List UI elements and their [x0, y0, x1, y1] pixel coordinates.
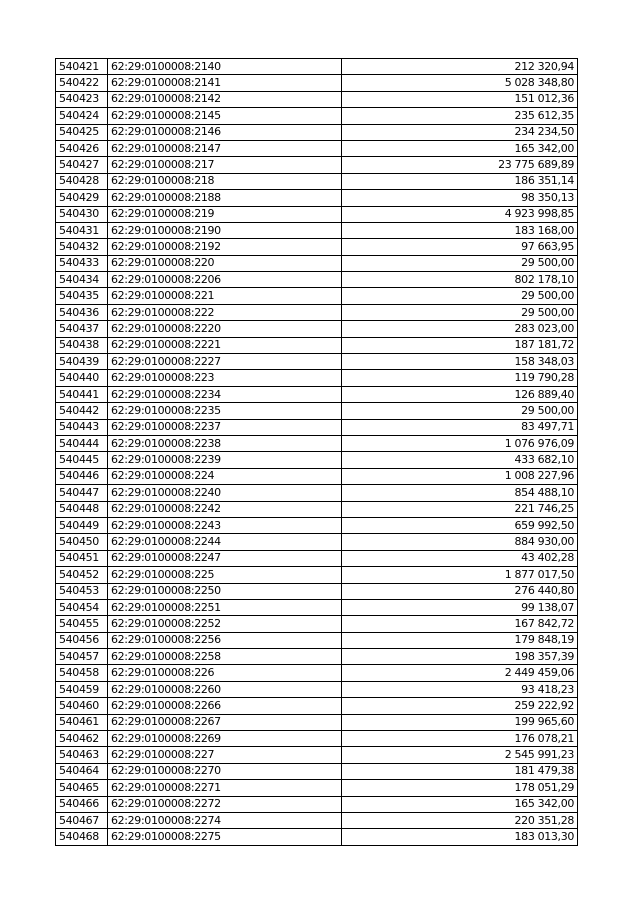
table-row — [56, 698, 578, 714]
cadastral-value-cell: 221 746,25 — [342, 501, 578, 517]
row-number-cell: 540446 — [56, 468, 108, 484]
cadastral-value-cell: 179 848,19 — [342, 632, 578, 648]
row-number-cell: 540451 — [56, 550, 108, 566]
cadastral-number-cell: 62:29:0100008:2267 — [108, 714, 342, 730]
cadastral-value-cell: 2 545 991,23 — [342, 747, 578, 763]
cadastral-number-cell: 62:29:0100008:2146 — [108, 124, 342, 140]
table-row — [56, 452, 578, 468]
cadastral-number-cell: 62:29:0100008:224 — [108, 468, 342, 484]
cadastral-value-cell: 884 930,00 — [342, 534, 578, 550]
cadastral-number-cell: 62:29:0100008:227 — [108, 747, 342, 763]
row-number-cell: 540436 — [56, 304, 108, 320]
cadastral-number-cell: 62:29:0100008:2271 — [108, 780, 342, 796]
cadastral-number-cell: 62:29:0100008:2227 — [108, 354, 342, 370]
row-number-cell: 540468 — [56, 829, 108, 845]
cadastral-number-cell: 62:29:0100008:2256 — [108, 632, 342, 648]
row-number-cell: 540443 — [56, 419, 108, 435]
cadastral-value-cell: 29 500,00 — [342, 288, 578, 304]
row-number-cell: 540458 — [56, 665, 108, 681]
table-row — [56, 321, 578, 337]
row-number-cell: 540459 — [56, 681, 108, 697]
row-number-cell: 540462 — [56, 731, 108, 747]
cadastral-number-cell: 62:29:0100008:217 — [108, 157, 342, 173]
cadastral-number-cell: 62:29:0100008:2274 — [108, 812, 342, 828]
table-row — [56, 75, 578, 91]
cadastral-number-cell: 62:29:0100008:2190 — [108, 222, 342, 238]
table-row — [56, 337, 578, 353]
row-number-cell: 540425 — [56, 124, 108, 140]
row-number-cell: 540463 — [56, 747, 108, 763]
cadastral-value-cell: 43 402,28 — [342, 550, 578, 566]
table-row — [56, 681, 578, 697]
cadastral-number-cell: 62:29:0100008:2206 — [108, 272, 342, 288]
cadastral-number-cell: 62:29:0100008:2243 — [108, 517, 342, 533]
cadastral-number-cell: 62:29:0100008:222 — [108, 304, 342, 320]
row-number-cell: 540447 — [56, 485, 108, 501]
row-number-cell: 540450 — [56, 534, 108, 550]
row-number-cell: 540434 — [56, 272, 108, 288]
table-row — [56, 419, 578, 435]
cadastral-number-cell: 62:29:0100008:2266 — [108, 698, 342, 714]
table-row — [56, 386, 578, 402]
cadastral-number-cell: 62:29:0100008:2260 — [108, 681, 342, 697]
row-number-cell: 540453 — [56, 583, 108, 599]
cadastral-value-cell: 802 178,10 — [342, 272, 578, 288]
table-row — [56, 616, 578, 632]
row-number-cell: 540435 — [56, 288, 108, 304]
row-number-cell: 540466 — [56, 796, 108, 812]
cadastral-number-cell: 62:29:0100008:2251 — [108, 599, 342, 615]
table-row — [56, 583, 578, 599]
cadastral-number-cell: 62:29:0100008:2252 — [108, 616, 342, 632]
row-number-cell: 540467 — [56, 812, 108, 828]
cadastral-number-cell: 62:29:0100008:218 — [108, 173, 342, 189]
cadastral-value-cell: 183 168,00 — [342, 222, 578, 238]
cadastral-value-cell: 5 028 348,80 — [342, 75, 578, 91]
cadastral-number-cell: 62:29:0100008:220 — [108, 255, 342, 271]
cadastral-value-cell: 183 013,30 — [342, 829, 578, 845]
row-number-cell: 540445 — [56, 452, 108, 468]
row-number-cell: 540449 — [56, 517, 108, 533]
cadastral-value-cell: 4 923 998,85 — [342, 206, 578, 222]
table-row — [56, 567, 578, 583]
table-row — [56, 304, 578, 320]
cadastral-value-cell: 212 320,94 — [342, 59, 578, 75]
cadastral-value-cell: 220 351,28 — [342, 812, 578, 828]
cadastral-number-cell: 62:29:0100008:2237 — [108, 419, 342, 435]
table-row — [56, 780, 578, 796]
row-number-cell: 540444 — [56, 435, 108, 451]
row-number-cell: 540421 — [56, 59, 108, 75]
row-number-cell: 540456 — [56, 632, 108, 648]
table-row — [56, 370, 578, 386]
cadastral-number-cell: 62:29:0100008:2239 — [108, 452, 342, 468]
cadastral-value-cell: 29 500,00 — [342, 255, 578, 271]
cadastral-value-cell: 187 181,72 — [342, 337, 578, 353]
row-number-cell: 540439 — [56, 354, 108, 370]
row-number-cell: 540455 — [56, 616, 108, 632]
table-row — [56, 403, 578, 419]
cadastral-value-cell: 29 500,00 — [342, 304, 578, 320]
cadastral-number-cell: 62:29:0100008:2275 — [108, 829, 342, 845]
cadastral-value-cell: 186 351,14 — [342, 173, 578, 189]
table-row — [56, 632, 578, 648]
row-number-cell: 540438 — [56, 337, 108, 353]
table-row — [56, 288, 578, 304]
row-number-cell: 540437 — [56, 321, 108, 337]
table-row — [56, 468, 578, 484]
table-row — [56, 354, 578, 370]
cadastral-number-cell: 62:29:0100008:2244 — [108, 534, 342, 550]
cadastral-number-cell: 62:29:0100008:2242 — [108, 501, 342, 517]
cadastral-value-cell: 126 889,40 — [342, 386, 578, 402]
cadastral-value-cell: 854 488,10 — [342, 485, 578, 501]
cadastral-number-cell: 62:29:0100008:2238 — [108, 435, 342, 451]
table-row — [56, 829, 578, 845]
cadastral-number-cell: 62:29:0100008:2235 — [108, 403, 342, 419]
table-row — [56, 517, 578, 533]
row-number-cell: 540428 — [56, 173, 108, 189]
row-number-cell: 540440 — [56, 370, 108, 386]
row-number-cell: 540429 — [56, 190, 108, 206]
cadastral-value-cell: 2 449 459,06 — [342, 665, 578, 681]
table-row — [56, 206, 578, 222]
table-row — [56, 239, 578, 255]
row-number-cell: 540424 — [56, 108, 108, 124]
cadastral-number-cell: 62:29:0100008:2221 — [108, 337, 342, 353]
row-number-cell: 540441 — [56, 386, 108, 402]
cadastral-value-table — [55, 58, 578, 846]
cadastral-number-cell: 62:29:0100008:2250 — [108, 583, 342, 599]
cadastral-value-cell: 167 842,72 — [342, 616, 578, 632]
row-number-cell: 540460 — [56, 698, 108, 714]
row-number-cell: 540430 — [56, 206, 108, 222]
cadastral-value-cell: 259 222,92 — [342, 698, 578, 714]
cadastral-number-cell: 62:29:0100008:219 — [108, 206, 342, 222]
cadastral-value-cell: 659 992,50 — [342, 517, 578, 533]
cadastral-value-cell: 97 663,95 — [342, 239, 578, 255]
table-row — [56, 796, 578, 812]
row-number-cell: 540426 — [56, 140, 108, 156]
cadastral-value-cell: 283 023,00 — [342, 321, 578, 337]
cadastral-value-cell: 176 078,21 — [342, 731, 578, 747]
cadastral-number-cell: 62:29:0100008:2188 — [108, 190, 342, 206]
cadastral-number-cell: 62:29:0100008:2234 — [108, 386, 342, 402]
cadastral-value-cell: 98 350,13 — [342, 190, 578, 206]
cadastral-value-cell: 151 012,36 — [342, 91, 578, 107]
cadastral-value-cell: 158 348,03 — [342, 354, 578, 370]
cadastral-number-cell: 62:29:0100008:2247 — [108, 550, 342, 566]
cadastral-number-cell: 62:29:0100008:2141 — [108, 75, 342, 91]
cadastral-value-cell: 199 965,60 — [342, 714, 578, 730]
cadastral-value-cell: 1 076 976,09 — [342, 435, 578, 451]
table-row — [56, 747, 578, 763]
row-number-cell: 540433 — [56, 255, 108, 271]
cadastral-number-cell: 62:29:0100008:2142 — [108, 91, 342, 107]
cadastral-number-cell: 62:29:0100008:2147 — [108, 140, 342, 156]
row-number-cell: 540442 — [56, 403, 108, 419]
cadastral-number-cell: 62:29:0100008:2140 — [108, 59, 342, 75]
table-row — [56, 485, 578, 501]
table-row — [56, 124, 578, 140]
cadastral-value-cell: 83 497,71 — [342, 419, 578, 435]
row-number-cell: 540454 — [56, 599, 108, 615]
row-number-cell: 540448 — [56, 501, 108, 517]
cadastral-value-cell: 1 008 227,96 — [342, 468, 578, 484]
row-number-cell: 540432 — [56, 239, 108, 255]
row-number-cell: 540464 — [56, 763, 108, 779]
cadastral-value-cell: 165 342,00 — [342, 796, 578, 812]
table-row — [56, 157, 578, 173]
row-number-cell: 540422 — [56, 75, 108, 91]
table-row — [56, 91, 578, 107]
cadastral-number-cell: 62:29:0100008:221 — [108, 288, 342, 304]
cadastral-value-cell: 1 877 017,50 — [342, 567, 578, 583]
table-row — [56, 108, 578, 124]
table-row — [56, 272, 578, 288]
cadastral-value-cell: 23 775 689,89 — [342, 157, 578, 173]
cadastral-value-cell: 433 682,10 — [342, 452, 578, 468]
table-body — [56, 59, 578, 846]
table-row — [56, 59, 578, 75]
cadastral-number-cell: 62:29:0100008:225 — [108, 567, 342, 583]
table-row — [56, 501, 578, 517]
table-row — [56, 190, 578, 206]
table-row — [56, 714, 578, 730]
table-row — [56, 731, 578, 747]
cadastral-value-cell: 93 418,23 — [342, 681, 578, 697]
table-row — [56, 763, 578, 779]
row-number-cell: 540461 — [56, 714, 108, 730]
table-row — [56, 665, 578, 681]
cadastral-number-cell: 62:29:0100008:2269 — [108, 731, 342, 747]
cadastral-number-cell: 62:29:0100008:2270 — [108, 763, 342, 779]
row-number-cell: 540431 — [56, 222, 108, 238]
cadastral-value-cell: 119 790,28 — [342, 370, 578, 386]
row-number-cell: 540427 — [56, 157, 108, 173]
cadastral-value-cell: 165 342,00 — [342, 140, 578, 156]
cadastral-value-cell: 234 234,50 — [342, 124, 578, 140]
table-row — [56, 140, 578, 156]
row-number-cell: 540465 — [56, 780, 108, 796]
cadastral-value-cell: 181 479,38 — [342, 763, 578, 779]
cadastral-number-cell: 62:29:0100008:226 — [108, 665, 342, 681]
cadastral-value-cell: 198 357,39 — [342, 649, 578, 665]
cadastral-number-cell: 62:29:0100008:2272 — [108, 796, 342, 812]
table-row — [56, 173, 578, 189]
cadastral-value-cell: 29 500,00 — [342, 403, 578, 419]
table-row — [56, 222, 578, 238]
table-row — [56, 812, 578, 828]
table-row — [56, 255, 578, 271]
cadastral-number-cell: 62:29:0100008:2220 — [108, 321, 342, 337]
row-number-cell: 540452 — [56, 567, 108, 583]
cadastral-number-cell: 62:29:0100008:2192 — [108, 239, 342, 255]
table-row — [56, 534, 578, 550]
cadastral-value-cell: 178 051,29 — [342, 780, 578, 796]
row-number-cell: 540457 — [56, 649, 108, 665]
cadastral-value-cell: 276 440,80 — [342, 583, 578, 599]
cadastral-value-cell: 235 612,35 — [342, 108, 578, 124]
table-row — [56, 435, 578, 451]
row-number-cell: 540423 — [56, 91, 108, 107]
cadastral-number-cell: 62:29:0100008:2240 — [108, 485, 342, 501]
cadastral-value-cell: 99 138,07 — [342, 599, 578, 615]
cadastral-number-cell: 62:29:0100008:223 — [108, 370, 342, 386]
table-row — [56, 550, 578, 566]
table-row — [56, 599, 578, 615]
cadastral-number-cell: 62:29:0100008:2258 — [108, 649, 342, 665]
table-row — [56, 649, 578, 665]
cadastral-number-cell: 62:29:0100008:2145 — [108, 108, 342, 124]
